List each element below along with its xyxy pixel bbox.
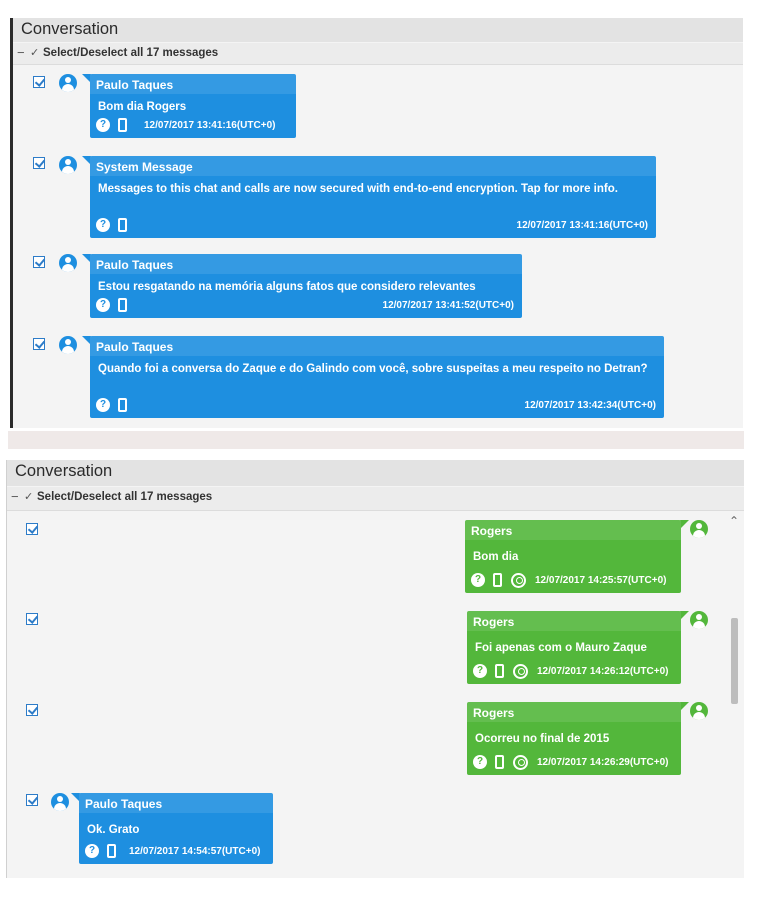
person-avatar-icon [690,702,708,720]
select-all-bar[interactable] [13,43,743,65]
phone-icon [495,664,504,678]
question-icon[interactable]: ? [85,844,99,858]
question-icon[interactable]: ? [473,664,487,678]
message-text: Estou resgatando na memória alguns fatos que considero relevantes [98,281,476,293]
group-icon [513,755,528,770]
checkmark-icon: ✓ [24,491,34,503]
message-checkbox[interactable] [33,76,45,88]
message-footer [85,844,265,860]
person-avatar-icon [690,611,708,629]
message-text: Messages to this chat and calls are now secured with end-to-end encryption. Tap for more info. [98,183,618,195]
phone-icon [118,298,127,312]
message-bubble-incoming[interactable] [90,336,664,418]
person-avatar-icon [59,336,77,354]
phone-icon [118,398,127,412]
select-all-bar[interactable] [7,487,744,511]
message-sender: Rogers [471,524,513,538]
checkmark-icon: ✓ [30,47,40,59]
conversation-title-bar [13,18,743,42]
message-timestamp: 12/07/2017 13:41:52(UTC+0) [382,300,514,311]
message-footer [96,118,288,134]
message-checkbox[interactable] [33,256,45,268]
message-text: Ocorreu no final de 2015 [475,733,610,745]
conversation-panel-bottom [6,460,744,878]
conversation-title: Conversation [15,462,113,480]
message-bubble-outgoing[interactable] [467,611,681,684]
message-checkbox[interactable] [33,338,45,350]
question-icon[interactable]: ? [96,398,110,412]
question-icon[interactable]: ? [471,573,485,587]
message-bubble-incoming[interactable] [90,74,296,138]
message-timestamp: 12/07/2017 13:42:34(UTC+0) [524,400,656,411]
message-checkbox[interactable] [26,523,38,535]
message-timestamp: 12/07/2017 14:25:57(UTC+0) [535,575,667,586]
phone-icon [493,573,502,587]
group-icon [511,573,526,588]
phone-icon [495,755,504,769]
panel-divider [8,431,744,449]
message-timestamp: 12/07/2017 14:26:12(UTC+0) [537,666,669,677]
scrollbar-thumb[interactable] [731,618,738,704]
message-sender: Rogers [473,706,515,720]
phone-icon [118,218,127,232]
message-text: Bom dia Rogers [98,101,187,113]
person-avatar-icon [59,254,77,272]
message-sender: Rogers [473,615,515,629]
chevron-up-icon[interactable]: ⌃ [729,514,740,528]
question-icon[interactable]: ? [96,298,110,312]
minus-icon[interactable]: − [17,45,25,60]
message-bubble-incoming[interactable] [79,793,273,864]
person-avatar-icon [59,156,77,174]
conversation-title: Conversation [21,20,119,38]
message-timestamp: 12/07/2017 13:41:16(UTC+0) [516,220,648,231]
message-checkbox[interactable] [26,613,38,625]
message-sender: Paulo Taques [96,258,174,272]
message-bubble-outgoing[interactable] [467,702,681,775]
person-avatar-icon [690,520,708,538]
message-text: Quando foi a conversa do Zaque e do Galindo com você, sobre suspeitas a meu respeito no Detran? [98,363,648,375]
message-timestamp: 12/07/2017 13:41:16(UTC+0) [144,120,276,131]
person-avatar-icon [51,793,69,811]
conversation-title-bar [7,460,744,486]
select-all-label[interactable]: Select/Deselect all 17 messages [43,47,219,59]
message-footer [96,298,514,314]
message-text: Foi apenas com o Mauro Zaque [475,642,647,654]
message-sender: System Message [96,160,193,174]
message-footer [96,218,648,234]
message-timestamp: 12/07/2017 14:26:29(UTC+0) [537,757,669,768]
question-icon[interactable]: ? [96,218,110,232]
question-icon[interactable]: ? [96,118,110,132]
message-footer [473,755,673,771]
message-timestamp: 12/07/2017 14:54:57(UTC+0) [129,846,261,857]
question-icon[interactable]: ? [473,755,487,769]
message-footer [471,573,673,589]
message-text: Bom dia [473,551,519,563]
message-checkbox[interactable] [33,157,45,169]
message-sender: Paulo Taques [96,340,174,354]
message-bubble-incoming[interactable] [90,254,522,318]
message-checkbox[interactable] [26,794,38,806]
message-checkbox[interactable] [26,704,38,716]
minus-icon[interactable]: − [11,489,19,504]
select-all-label[interactable]: Select/Deselect all 17 messages [37,491,213,503]
person-avatar-icon [59,74,77,92]
phone-icon [107,844,116,858]
message-sender: Paulo Taques [96,78,174,92]
message-bubble-incoming[interactable] [90,156,656,238]
message-footer [473,664,673,680]
phone-icon [118,118,127,132]
message-text: Ok. Grato [87,824,140,836]
message-footer [96,398,656,414]
message-sender: Paulo Taques [85,797,163,811]
message-bubble-outgoing[interactable] [465,520,681,593]
conversation-panel-top [10,18,743,428]
group-icon [513,664,528,679]
